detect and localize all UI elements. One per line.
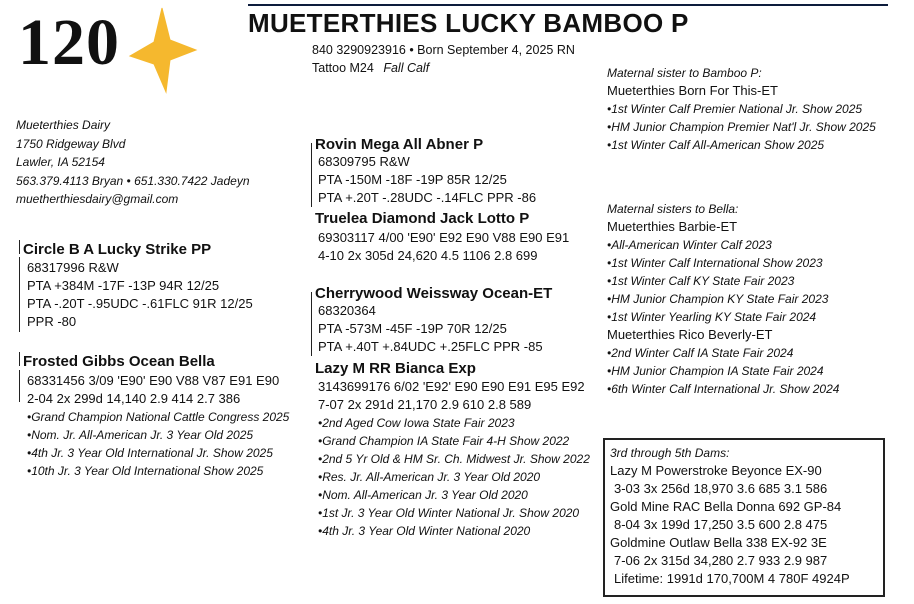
sires-sire-bracket: [311, 143, 312, 207]
box-dam-name: Gold Mine RAC Bella Donna 692 GP-84: [610, 499, 842, 514]
honor-item: •Res. Jr. All-American Jr. 3 Year Old 2020: [318, 470, 541, 484]
honor-item: •2nd 5 Yr Old & HM Sr. Ch. Midwest Jr. Show 2022: [318, 452, 590, 466]
sires-sire-line: PTA -150M -18F -19P 85R 12/25: [318, 172, 507, 187]
lifetime-record: Lifetime: 1991d 170,700M 4 780F 4924P: [614, 571, 850, 586]
maternal-sister-name: Mueterthies Born For This-ET: [607, 83, 778, 98]
consignor-address: 1750 Ridgeway Blvd: [16, 136, 126, 151]
calf-note: Fall Calf: [383, 61, 430, 75]
honor-item: •2nd Aged Cow Iowa State Fair 2023: [318, 416, 515, 430]
animal-tattoo: Tattoo M24: [312, 61, 374, 75]
honor-item: •1st Winter Calf Premier National Jr. Show 2025: [607, 102, 863, 116]
maternal-sisters-heading: Maternal sisters to Bella:: [607, 202, 739, 216]
dams-sire-line: PTA -573M -45F -19P 70R 12/25: [318, 321, 507, 336]
consignor-phones: 563.379.4113 Bryan • 651.330.7422 Jadeyn: [16, 173, 250, 188]
consignor-farm: Mueterthies Dairy: [16, 118, 111, 132]
animal-tattoo-row: [312, 59, 429, 77]
sister-name: Mueterthies Rico Beverly-ET: [607, 327, 773, 342]
honor-item: •Grand Champion IA State Fair 4-H Show 2022: [318, 434, 570, 448]
animal-id-line: 840 3290923916 • Born September 4, 2025 RN: [312, 43, 575, 57]
box-dam-name: Goldmine Outlaw Bella 338 EX-92 3E: [610, 535, 827, 550]
header-rule: [248, 4, 888, 6]
sires-sire-details: [318, 153, 536, 207]
dam-line: 2-04 2x 299d 14,140 2.9 414 2.7 386: [27, 391, 241, 406]
dams-dam-honors: [318, 414, 590, 540]
honor-item: •1st Winter Calf KY State Fair 2023: [607, 274, 795, 288]
honor-item: •HM Junior Champion Premier Nat'l Jr. Show 2025: [607, 120, 876, 134]
dams-dam-line: 3143699176 6/02 'E92' E90 E90 E91 E95 E92: [318, 379, 585, 394]
box-dam-record: 8-04 3x 199d 17,250 3.5 600 2.8 475: [614, 517, 828, 532]
consignor-city: Lawler, IA 52154: [16, 155, 105, 169]
sires-sire-name: Rovin Mega All Abner P: [315, 136, 484, 153]
dams-dam-details: [318, 378, 585, 414]
honor-item: •1st Winter Calf International Show 2023: [607, 256, 823, 270]
honor-item: •1st Winter Calf All-American Show 2025: [607, 138, 825, 152]
sire-line: PTA -.20T -.95UDC -.61FLC 91R 12/25: [27, 296, 253, 311]
dams-dam-line: 7-07 2x 291d 21,170 2.9 610 2.8 589: [318, 397, 532, 412]
sires-sire-line: PTA +.20T -.28UDC -.14FLC PPR -86: [318, 190, 537, 205]
dam-connector: [19, 352, 20, 366]
box-dam-name: Lazy M Powerstroke Beyonce EX-90: [610, 463, 822, 478]
honor-item: •All-American Winter Calf 2023: [607, 238, 772, 252]
animal-name: MUETERTHIES LUCKY BAMBOO P: [248, 8, 689, 38]
sires-dam-line: 4-10 2x 305d 24,620 4.5 1106 2.8 699: [318, 248, 538, 263]
box-dam-record: 3-03 3x 256d 18,970 3.6 685 3.1 586: [614, 481, 828, 496]
dams-sire-bracket: [311, 292, 312, 356]
dams-box-heading: 3rd through 5th Dams:: [610, 446, 730, 460]
honor-item: •Grand Champion National Cattle Congress 2025: [27, 410, 290, 424]
honor-item: •10th Jr. 3 Year Old International Show 2025: [27, 464, 264, 478]
box-dam-record: 7-06 2x 315d 34,280 2.7 933 2.9 987: [614, 553, 828, 568]
honor-item: •4th Jr. 3 Year Old Winter National 2020: [318, 524, 531, 538]
lot-number: 120: [18, 6, 120, 79]
honor-item: •2nd Winter Calf IA State Fair 2024: [607, 346, 794, 360]
sires-dam-details: [318, 229, 569, 265]
dam-line: 68331456 3/09 'E90' E90 V88 V87 E91 E90: [27, 373, 280, 388]
honor-item: •4th Jr. 3 Year Old International Jr. Show 2025: [27, 446, 273, 460]
honor-item: •6th Winter Calf International Jr. Show 2024: [607, 382, 840, 396]
sire-connector: [19, 240, 20, 254]
dams-sire-details: [318, 302, 543, 356]
honor-item: •Nom. All-American Jr. 3 Year Old 2020: [318, 488, 528, 502]
dams-box-content: [610, 444, 850, 588]
dams-sire-line: PTA +.40T +.84UDC +.25FLC PPR -85: [318, 339, 543, 354]
sires-sire-line: 68309795 R&W: [318, 154, 410, 169]
dams-dam-name: Lazy M RR Bianca Exp: [315, 360, 476, 377]
honor-item: •HM Junior Champion IA State Fair 2024: [607, 364, 824, 378]
maternal-sister-heading: Maternal sister to Bamboo P:: [607, 66, 762, 80]
sire-details: [27, 259, 253, 331]
sire-line: PTA +384M -17F -13P 94R 12/25: [27, 278, 220, 293]
dams-sire-name: Cherrywood Weissway Ocean-ET: [315, 285, 553, 302]
maternal-sisters-bella-block: [607, 200, 839, 398]
honor-item: •Nom. Jr. All-American Jr. 3 Year Old 2025: [27, 428, 254, 442]
sires-dam-name: Truelea Diamond Jack Lotto P: [315, 210, 530, 227]
dam-details: [27, 372, 279, 408]
sire-bracket: [19, 257, 20, 332]
sire-name: Circle B A Lucky Strike PP: [23, 241, 212, 258]
dam-honors: [27, 408, 289, 480]
honor-item: •1st Winter Yearling KY State Fair 2024: [607, 310, 817, 324]
dam-name: Frosted Gibbs Ocean Bella: [23, 353, 215, 370]
dams-sire-line: 68320364: [318, 303, 376, 318]
sire-line: 68317996 R&W: [27, 260, 119, 275]
consignor-block: [16, 116, 250, 209]
honor-item: •HM Junior Champion KY State Fair 2023: [607, 292, 829, 306]
consignor-email: muetherthiesdairy@gmail.com: [16, 192, 179, 206]
honor-item: •1st Jr. 3 Year Old Winter National Jr. Show 2020: [318, 506, 580, 520]
sires-dam-line: 69303117 4/00 'E90' E92 E90 V88 E90 E91: [318, 230, 570, 245]
dam-bracket: [19, 370, 20, 402]
sire-line: PPR -80: [27, 314, 77, 329]
sister-name: Mueterthies Barbie-ET: [607, 219, 738, 234]
maternal-sister-block: [607, 64, 876, 154]
star-icon: [128, 6, 198, 94]
